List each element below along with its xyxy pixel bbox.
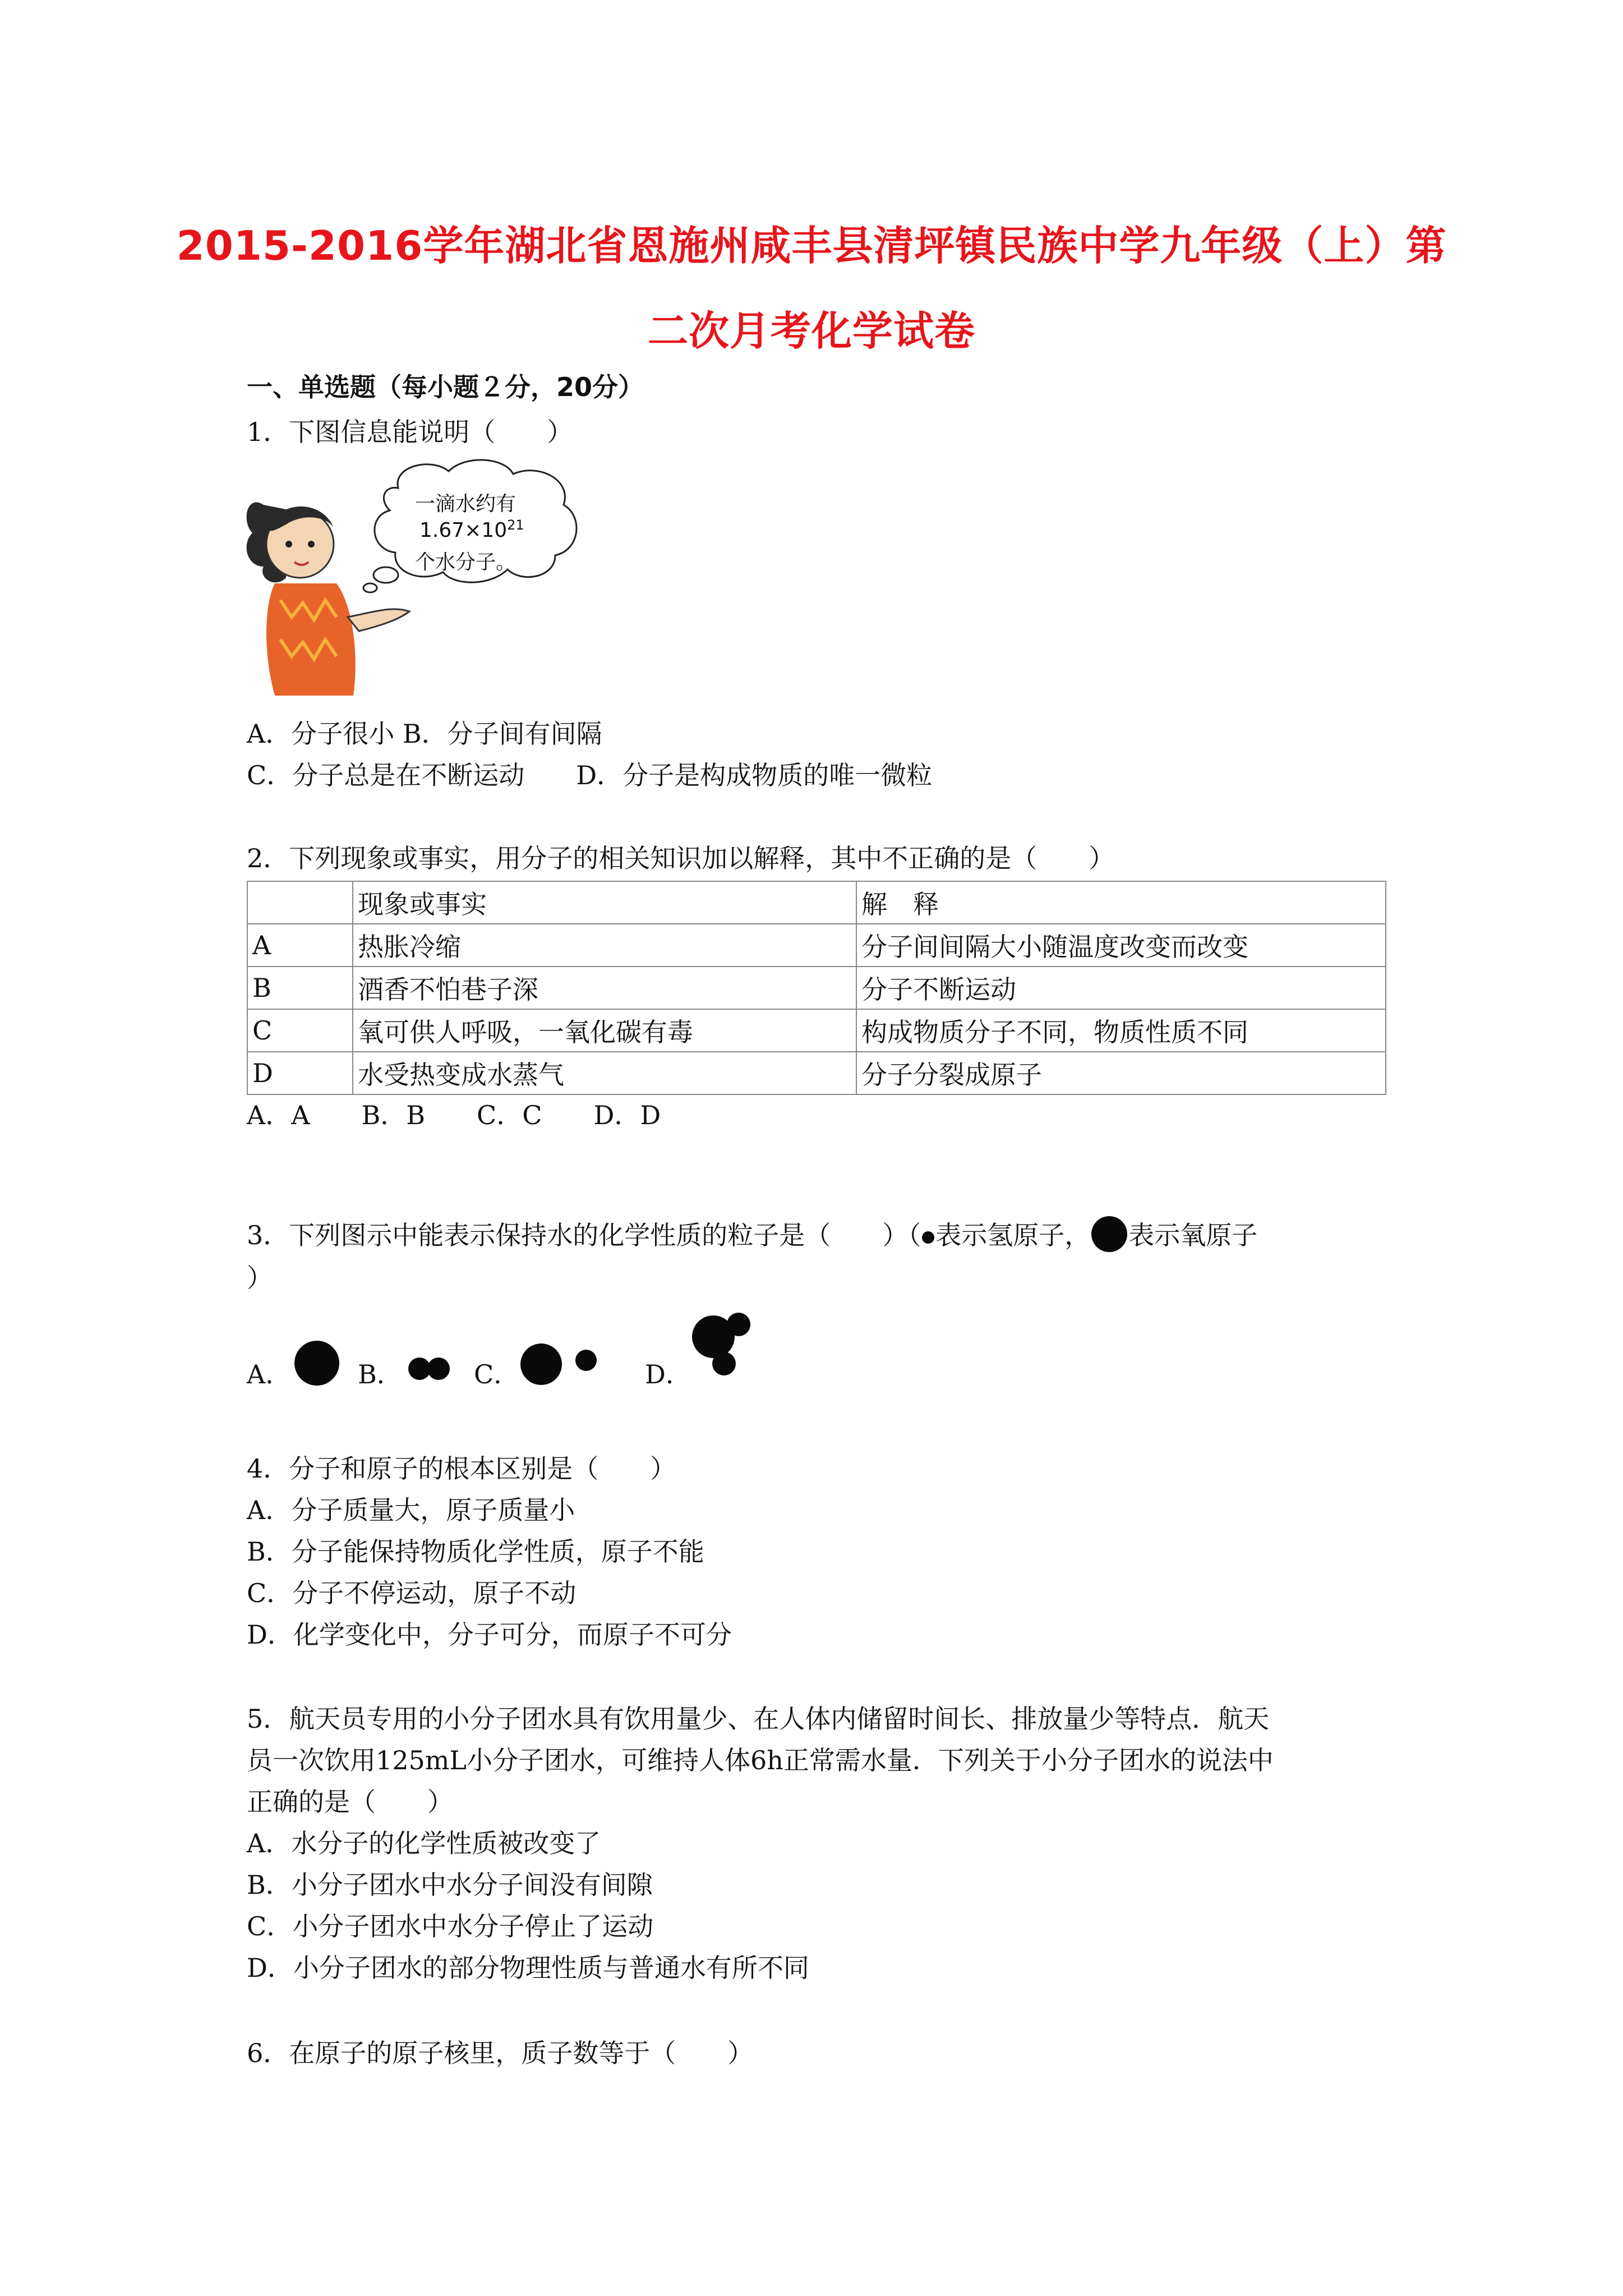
table-cell: 水受热变成水蒸气 xyxy=(353,1052,856,1094)
table-cell: A xyxy=(247,924,353,967)
q3-option-a-label: A． xyxy=(247,1359,292,1389)
option-a-oxygen-atom-icon xyxy=(294,1341,339,1386)
table-cell: 分子不断运动 xyxy=(856,967,1386,1009)
q5-stem-line3: 正确的是（ ） xyxy=(247,1787,453,1817)
hydrogen-atom-icon xyxy=(922,1231,934,1244)
table-cell: 现象或事实 xyxy=(353,881,856,924)
q3-option-b-label: B． xyxy=(358,1359,403,1389)
q4-option-c: C．分子不停运动，原子不动 xyxy=(247,1578,577,1608)
q4-option-b: B．分子能保持物质化学性质，原子不能 xyxy=(247,1536,704,1567)
option-d-hydrogen-atom-icon xyxy=(712,1352,736,1375)
q2-options: A．A B．B C．C D．D xyxy=(247,1100,661,1130)
q5-stem-line1: 5．航天员专用的小分子团水具有饮用量少、在人体内储留时间长、排放量少等特点．航天 xyxy=(247,1704,1270,1734)
option-d-hydrogen-atom-icon xyxy=(727,1313,750,1336)
table-cell: D xyxy=(247,1052,353,1094)
q4-stem: 4．分子和原子的根本区别是（ ） xyxy=(247,1453,676,1484)
q3-stem-end: ） xyxy=(247,1263,273,1293)
table-cell: B xyxy=(247,967,353,1009)
q5-option-c: C．小分子团水中水分子停止了运动 xyxy=(247,1911,654,1941)
table-cell: 氧可供人呼吸，一氧化碳有毒 xyxy=(353,1009,856,1052)
q4-option-d: D．化学变化中，分子可分，而原子不可分 xyxy=(247,1619,732,1650)
q5-option-d: D．小分子团水的部分物理性质与普通水有所不同 xyxy=(247,1953,809,1983)
bubble-line2: $1.67\times 10^{21}$ xyxy=(419,517,524,542)
q3-stem-text: 3．下列图示中能表示保持水的化学性质的粒子是（ ）（ xyxy=(247,1220,921,1250)
q3-option-d-label: D． xyxy=(645,1359,691,1389)
table-cell: 构成物质分子不同，物质性质不同 xyxy=(856,1009,1386,1052)
q1-stem: 1．下图信息能说明（ ） xyxy=(247,417,573,447)
q1-options-cd: C．分子总是在不断运动 D．分子是构成物质的唯一微粒 xyxy=(247,760,933,790)
table-row xyxy=(247,924,1386,967)
table-cell xyxy=(247,881,353,924)
exam-title-line2: 二次月考化学试卷 xyxy=(647,307,975,355)
option-c-hydrogen-atom-icon xyxy=(575,1350,597,1371)
q2-table xyxy=(247,881,1386,1095)
legend-hydrogen: 表示氢原子， xyxy=(935,1220,1091,1250)
oxygen-atom-icon xyxy=(1091,1216,1127,1252)
table-cell: C xyxy=(247,1009,353,1052)
q3-option-c-label: C． xyxy=(474,1359,520,1389)
table-cell: 分子分裂成原子 xyxy=(856,1052,1386,1094)
table-row xyxy=(247,967,1386,1009)
option-c-oxygen-atom-icon xyxy=(520,1343,562,1385)
q6-stem: 6．在原子的原子核里，质子数等于（ ） xyxy=(247,2038,754,2068)
table-cell: 解 释 xyxy=(856,881,1386,924)
q5-option-a: A．水分子的化学性质被改变了 xyxy=(247,1828,601,1858)
bubble-line1: 一滴水约有 xyxy=(415,493,517,516)
exam-title-line1: 2015-2016学年湖北省恩施州咸丰县清坪镇民族中学九年级（上）第 xyxy=(176,222,1447,269)
q5-option-b: B．小分子团水中水分子间没有间隙 xyxy=(247,1870,653,1900)
table-header-row xyxy=(247,881,1386,924)
section-heading: 一、单选题（每小题２分，20分） xyxy=(247,372,644,402)
table-cell: 酒香不怕巷子深 xyxy=(353,967,856,1009)
option-b-hydrogen-atom-icon xyxy=(427,1358,450,1380)
table-row xyxy=(247,1009,1386,1052)
q4-option-a: A．分子质量大，原子质量小 xyxy=(247,1495,575,1525)
q5-stem-line2: 员一次饮用125mL小分子团水，可维持人体6h正常需水量．下列关于小分子团水的说法中 xyxy=(247,1745,1274,1775)
table-row xyxy=(247,1052,1386,1094)
table-cell: 热胀冷缩 xyxy=(353,924,856,967)
q2-stem: 2．下列现象或事实，用分子的相关知识加以解释，其中不正确的是（ ） xyxy=(247,843,1115,873)
legend-oxygen: 表示氧原子 xyxy=(1128,1220,1258,1250)
q3-stem xyxy=(247,1216,1257,1252)
bubble-line3: 个水分子。 xyxy=(415,551,517,574)
table-cell: 分子间间隔大小随温度改变而改变 xyxy=(856,924,1386,967)
q1-options-ab: A．分子很小 B．分子间有间隔 xyxy=(247,719,602,749)
